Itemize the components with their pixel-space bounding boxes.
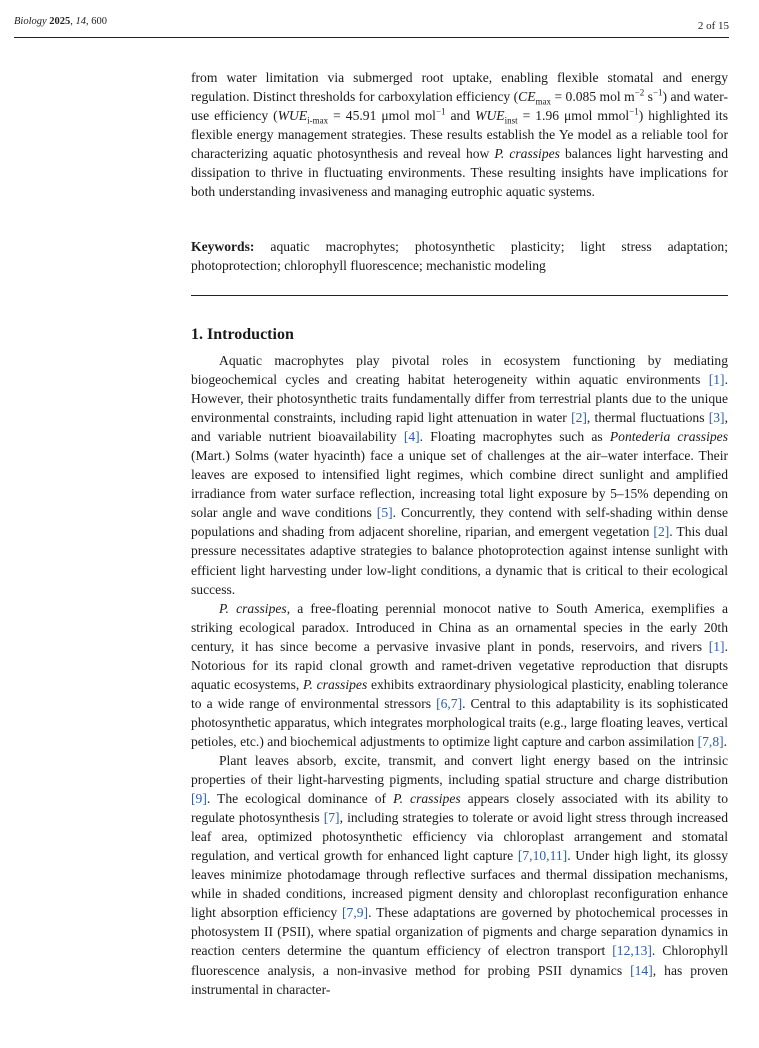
paragraph-1: Aquatic macrophytes play pivotal roles in ecosystem functioning by mediating biogeochemical cycles and creating habitat heterogeneity within aquatic environments [1]. However, their photosynthetic traits fundamentally differ from terrestrial plants due to the unique environmental constraints, including rapid light attenuation in water [2], thermal fluctuations [3], and variable nutrient bioavailability [4]. Floating macrophytes such as Pontederia crassipes (Mart.) Solms (water hyacinth) face a unique set of challenges at the air–water interface. Their leaves are exposed to intensified light regimes, which combine direct sunlight and amplified irradiance from water surface reflection, increasing total light exposure by 5–15% depending on solar angle and wave conditions [5]. Concurrently, they contend with self-shading within dense populations and shading from adjacent shoreline, riparian, and emergent vegetation [2]. This dual pressure necessitates adaptive strategies to balance photoprotection against intense sunlight with efficient light harvesting under low-light conditions, a dynamic that is critical to their ecological success. xyxy=(191,353,728,597)
citation-link[interactable]: [4] xyxy=(403,429,420,445)
citation-link[interactable]: [2] xyxy=(571,410,587,426)
citation-link[interactable]: [7,8] xyxy=(697,733,724,749)
page-number: 2 of 15 xyxy=(697,20,729,32)
section-divider xyxy=(191,295,728,296)
citation-link[interactable]: [2] xyxy=(653,524,670,540)
citation-link[interactable]: [6,7] xyxy=(436,695,463,711)
citation-link[interactable]: [7,10,11] xyxy=(517,848,568,864)
journal-name: Biology xyxy=(14,16,47,27)
journal-year: 2025 xyxy=(49,16,71,27)
citation-link[interactable]: [1] xyxy=(708,372,725,388)
citation-link[interactable]: [1] xyxy=(708,638,725,654)
citation-link[interactable]: [14] xyxy=(630,962,653,978)
article-number: 600 xyxy=(91,16,108,27)
paragraph-2: P. crassipes, a free-floating perennial monocot native to South America, exemplifies a striking ecological paradox. Introduced in China as an ornamental species in the early 20th century, it has since become a pervasive invasive plant in ponds, reservoirs, and rivers [1]. Notorious for its rapid clonal growth and ramet-driven vegetative reproduction that disrupts aquatic ecosystems, P. crassipes exhibits extraordinary physiological plasticity, enabling tolerance to a wide range of environmental stressors [6,7]. Central to this adaptability is its sophisticated photosynthetic apparatus, which integrates morphological traits (e.g., large floating leaves, vertical petioles, etc.) and biochemical adjustments to optimize light capture and carbon assimilation [7,8]. xyxy=(191,600,728,749)
keywords-text: aquatic macrophytes; photosynthetic plasticity; light stress adaptation; photoprotection; chlorophyll fluorescence; mechanistic modeling xyxy=(191,239,728,274)
citation-link[interactable]: [9] xyxy=(191,791,207,807)
running-header-citation: Biology 2025, 14, 600 xyxy=(14,16,108,27)
citation-link[interactable]: [7] xyxy=(323,810,340,826)
introduction-body xyxy=(191,351,728,999)
citation-link[interactable]: [7,9] xyxy=(342,905,369,921)
abstract-continuation: from water limitation via submerged root uptake, enabling flexible stomatal and energy regulation. Distinct thresholds for carboxylation efficiency ($CE_{max} = 0.085$ mol $m^{-2}$ $s^{-1}$) and water-use efficiency ($WUE_{i-max} = 45.91$ μmol mol$^{-1}$ and $WUE_{inst} = 1.96$ μmol mmol$^{-1}$) highlighted its flexible energy management strategies. These results establish the Ye model as a reliable tool for characterizing aquatic photosynthesis and reveal how P. crassipes balances light harvesting and dissipation to thrive in fluctuating environments. These resulting insights have implications for both understanding invasiveness and managing eutrophic aquatic systems. xyxy=(191,70,728,200)
keywords-label: Keywords: xyxy=(191,239,255,254)
citation-link[interactable]: [3] xyxy=(708,410,725,426)
paragraph-3: Plant leaves absorb, excite, transmit, and convert light energy based on the intrinsic properties of their light-harvesting pigments, including spatial structure and charge distribution [9]. The ecological dominance of P. crassipes appears closely associated with its ability to regulate photosynthesis [7], including strategies to tolerate or avoid light stress through increased leaf area, optimized photosynthetic efficiency via chloroplast arrangement and stomatal regulation, and vertical growth for enhanced light capture [7,10,11]. Under high light, its glossy leaves minimize photodamage through reflective surfaces and thermal dissipation mechanisms, while in shaded conditions, increased pigment density and chloroplast reconfiguration enhance light absorption efficiency [7,9]. These adaptations are governed by photochemical processes in photosystem II (PSII), where spatial organization of pigments and charge separation dynamics in reaction centers determine the quantum efficiency of electron transport [12,13]. Chlorophyll fluorescence analysis, a non-invasive method for probing PSII dynamics [14], has proven instrumental in character- xyxy=(191,752,728,997)
journal-volume: 14 xyxy=(75,16,87,27)
section-title-introduction: 1. Introduction xyxy=(191,326,294,343)
citation-link[interactable]: [5] xyxy=(376,505,393,521)
keywords xyxy=(191,237,728,275)
citation-link[interactable]: [12,13] xyxy=(612,943,652,959)
header-divider xyxy=(14,37,729,38)
